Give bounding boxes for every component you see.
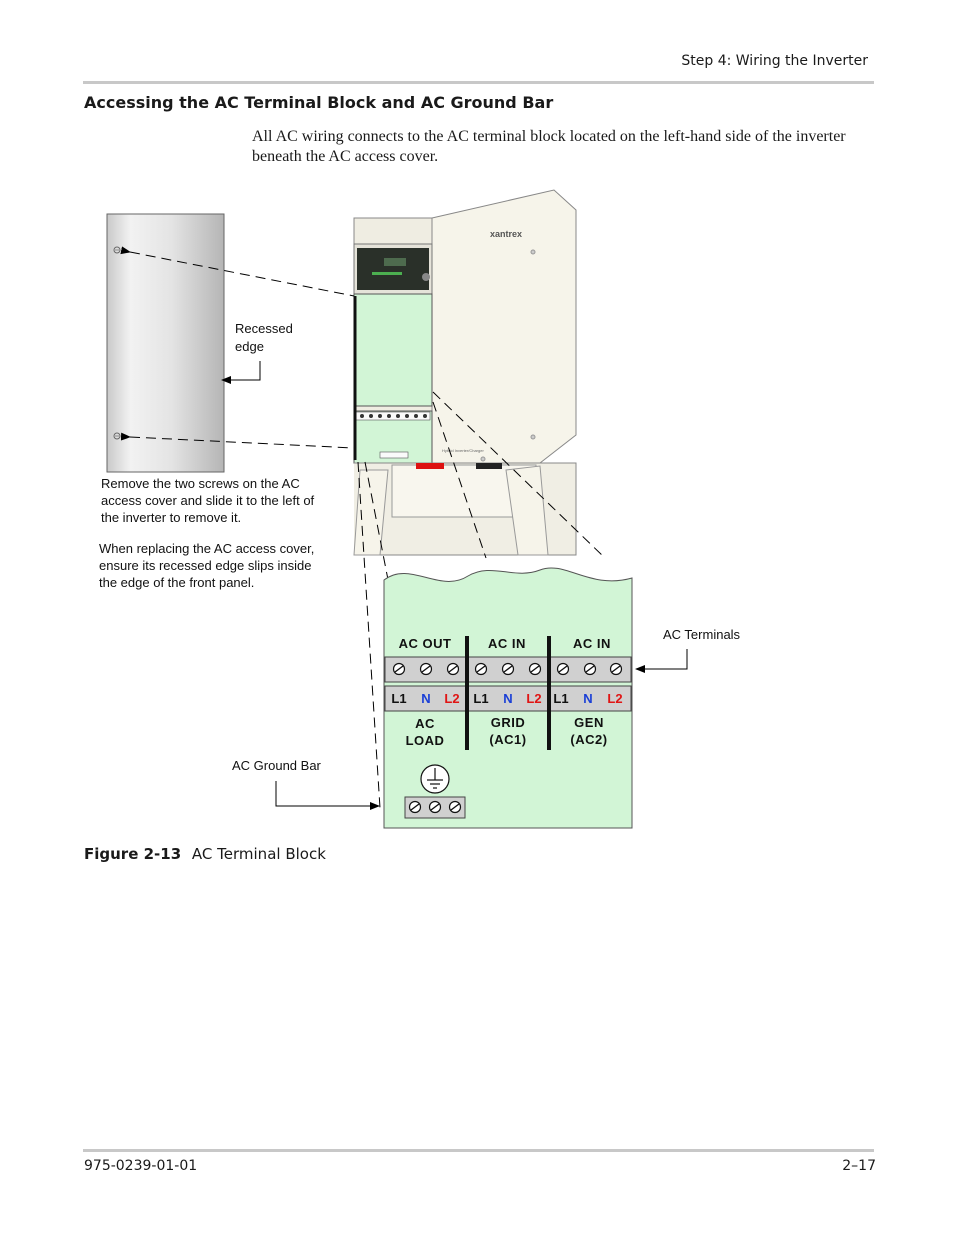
callout-line: When replacing the AC access cover, (99, 541, 315, 556)
screw-icon (476, 664, 487, 675)
terminal-block-panel (384, 568, 632, 828)
terminal-label-l2: L2 (444, 691, 460, 706)
group-divider (465, 636, 469, 750)
callout-recessed-edge (235, 321, 293, 354)
screw-icon (430, 802, 441, 813)
terminal-group-footer-line2: (AC1) (489, 732, 527, 747)
body-paragraph: All AC wiring connects to the AC terminal block located on the left-hand side of the inverter beneath the AC access cover. (252, 128, 846, 165)
ac-ground-bar (405, 797, 465, 818)
callout-replacing-cover (99, 541, 314, 590)
screw-icon (530, 664, 541, 675)
figure-caption (84, 845, 326, 863)
display-panel (357, 248, 429, 290)
terminal-label-n: N (503, 691, 513, 706)
callout-remove-screws (101, 476, 315, 525)
footer-rule (83, 1149, 874, 1152)
screw-icon (585, 664, 596, 675)
black-conduit (476, 463, 502, 469)
terminal-group-header: AC OUT (398, 636, 452, 651)
screw-icon (558, 664, 569, 675)
cover-screw-top (114, 247, 120, 253)
callout-line: edge (235, 339, 264, 354)
running-head: Step 4: Wiring the Inverter (681, 53, 868, 69)
terminal-label-n: N (583, 691, 593, 706)
callout-ac-terminals: AC Terminals (663, 627, 741, 642)
brand-logo: xantrex (490, 229, 523, 239)
terminal-label-l2: L2 (607, 691, 623, 706)
ac-access-cover (107, 214, 224, 472)
ground-icon (421, 765, 449, 793)
callout-line: ensure its recessed edge slips inside (99, 558, 312, 573)
terminal-group-footer-line2: (AC2) (570, 732, 608, 747)
red-conduit (416, 463, 444, 469)
terminal-group-footer-line2: LOAD (405, 733, 445, 748)
inverter-enclosure (354, 190, 576, 555)
terminal-label-n: N (421, 691, 431, 706)
group-divider (547, 636, 551, 750)
callout-ac-ground-bar: AC Ground Bar (232, 758, 321, 773)
screw-icon (448, 664, 459, 675)
page-number: 2–17 (842, 1158, 876, 1174)
terminal-group-footer-line1: GEN (574, 715, 604, 730)
recessed-edge-arrow (222, 361, 260, 380)
panel-label: Hybrid Inverter/Charger (442, 448, 484, 453)
terminal-label-l1: L1 (473, 691, 489, 706)
figure-number: Figure 2-13 (84, 845, 182, 863)
screw-icon (450, 802, 461, 813)
terminal-label-l1: L1 (391, 691, 407, 706)
terminal-label-l1: L1 (553, 691, 569, 706)
terminal-group-footer-line1: GRID (490, 715, 526, 730)
terminal-group-header: AC IN (488, 636, 526, 651)
ac-terminals-arrow (636, 649, 687, 669)
screw-icon (421, 664, 432, 675)
screw-icon (394, 664, 405, 675)
figure-title: AC Terminal Block (191, 845, 326, 863)
terminal-group-header: AC IN (573, 636, 611, 651)
terminal-label-l2: L2 (526, 691, 542, 706)
screw-icon (410, 802, 421, 813)
ac-ground-bar-arrow (276, 781, 379, 806)
screw-icon (503, 664, 514, 675)
knob-icon (422, 273, 430, 281)
callout-line: the inverter to remove it. (101, 510, 242, 525)
callout-line: the edge of the front panel. (99, 575, 255, 590)
callout-line: Recessed (235, 321, 293, 336)
callout-line: access cover and slide it to the left of (101, 493, 315, 508)
callout-line: Remove the two screws on the AC (101, 476, 300, 491)
terminal-group-footer-line1: AC (415, 716, 435, 731)
screw-icon (611, 664, 622, 675)
cover-screw-bottom (114, 433, 120, 439)
section-title: Accessing the AC Terminal Block and AC Ground Bar (84, 93, 554, 112)
document-number: 975-0239-01-01 (84, 1158, 198, 1174)
